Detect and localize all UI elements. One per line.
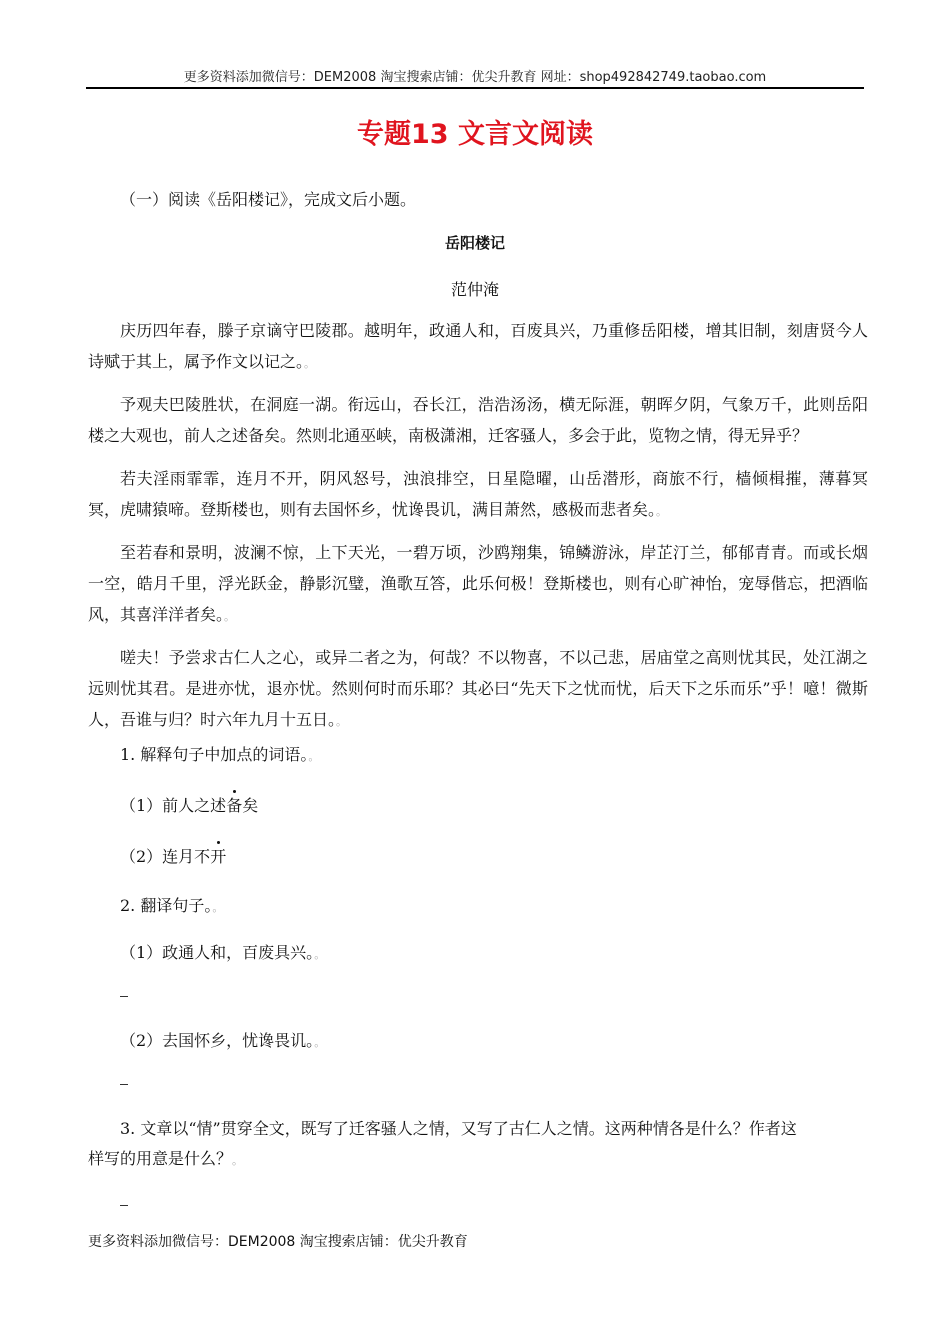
question-2-item: （2）去国怀乡，忧谗畏讥。。	[120, 1031, 326, 1050]
question-2-item: （1）政通人和，百废具兴。。	[120, 943, 326, 962]
answer-blank[interactable]	[120, 1084, 128, 1085]
essay-title: 岳阳楼记	[444, 234, 505, 252]
essay-author: 范仲淹	[450, 280, 499, 299]
answer-blank[interactable]	[120, 1205, 128, 1206]
reading-instruction: （一）阅读《岳阳楼记》，完成文后小题。	[120, 190, 417, 209]
question-3-stem-line-1: 3. 文章以“情”贯穿全文，既写了迁客骚人之情，又写了古仁人之情。这两种情各是什么？作者这	[120, 1119, 797, 1138]
essay-paragraph: 予观夫巴陵胜状，在洞庭一湖。衔远山，吞长江，浩浩汤汤，横无际涯，朝晖夕阴，气象万千，此则岳阳楼之大观也，前人之述备矣。然则北通巫峡，南极潇湘，迁客骚人，多会于此，览物之情，得无异乎？	[88, 395, 868, 445]
essay-paragraph: 至若春和景明，波澜不惊，上下天光，一碧万顷，沙鸥翔集，锦鳞游泳，岸芷汀兰，郁郁青青。而或长烟一空，皓月千里，浮光跃金，静影沉璧，渔歌互答，此乐何极！登斯楼也，则有心旷神怡，宠辱偕忘，把酒临风，其喜洋洋者矣。。	[88, 543, 868, 624]
header-divider	[86, 87, 864, 89]
question-1-stem: 1. 解释句子中加点的词语。。	[120, 745, 320, 764]
page-header: 更多资料添加微信号：DEM2008 淘宝搜索店铺：优尖升教育 网址：shop492842749.taobao.com	[183, 70, 767, 85]
essay-paragraph: 若夫淫雨霏霏，连月不开，阴风怒号，浊浪排空，日星隐曜，山岳潜形，商旅不行，樯倾楫摧，薄暮冥冥，虎啸猿啼。登斯楼也，则有去国怀乡，忧谗畏讥，满目萧然，感极而悲者矣。。	[88, 469, 868, 519]
essay-paragraph: 嗟夫！予尝求古仁人之心，或异二者之为，何哉？不以物喜，不以己悲，居庙堂之高则忧其民，处江湖之远则忧其君。是进亦忧，退亦忧。然则何时而乐耶？其必曰“先天下之忧而忧，后天下之乐而乐”乎！噫！微斯人，吾谁与归？时六年九月十五日。。	[88, 648, 868, 729]
dotted-word: 备	[226, 796, 243, 815]
question-3-stem-line-2: 样写的用意是什么？。	[88, 1149, 244, 1168]
question-1-item: （1）前人之述备矣	[120, 796, 259, 815]
essay-paragraph: 庆历四年春，滕子京谪守巴陵郡。越明年，政通人和，百废具兴，乃重修岳阳楼，增其旧制，刻唐贤今人诗赋于其上，属予作文以记之。。	[88, 321, 868, 371]
document-title: 专题13 文言文阅读	[357, 119, 593, 150]
page-footer: 更多资料添加微信号：DEM2008 淘宝搜索店铺：优尖升教育	[88, 1234, 468, 1250]
dotted-word: 开	[210, 847, 227, 866]
answer-blank[interactable]	[120, 996, 128, 997]
question-1-item: （2）连月不开	[120, 847, 227, 866]
question-2-stem: 2. 翻译句子。。	[120, 896, 224, 915]
